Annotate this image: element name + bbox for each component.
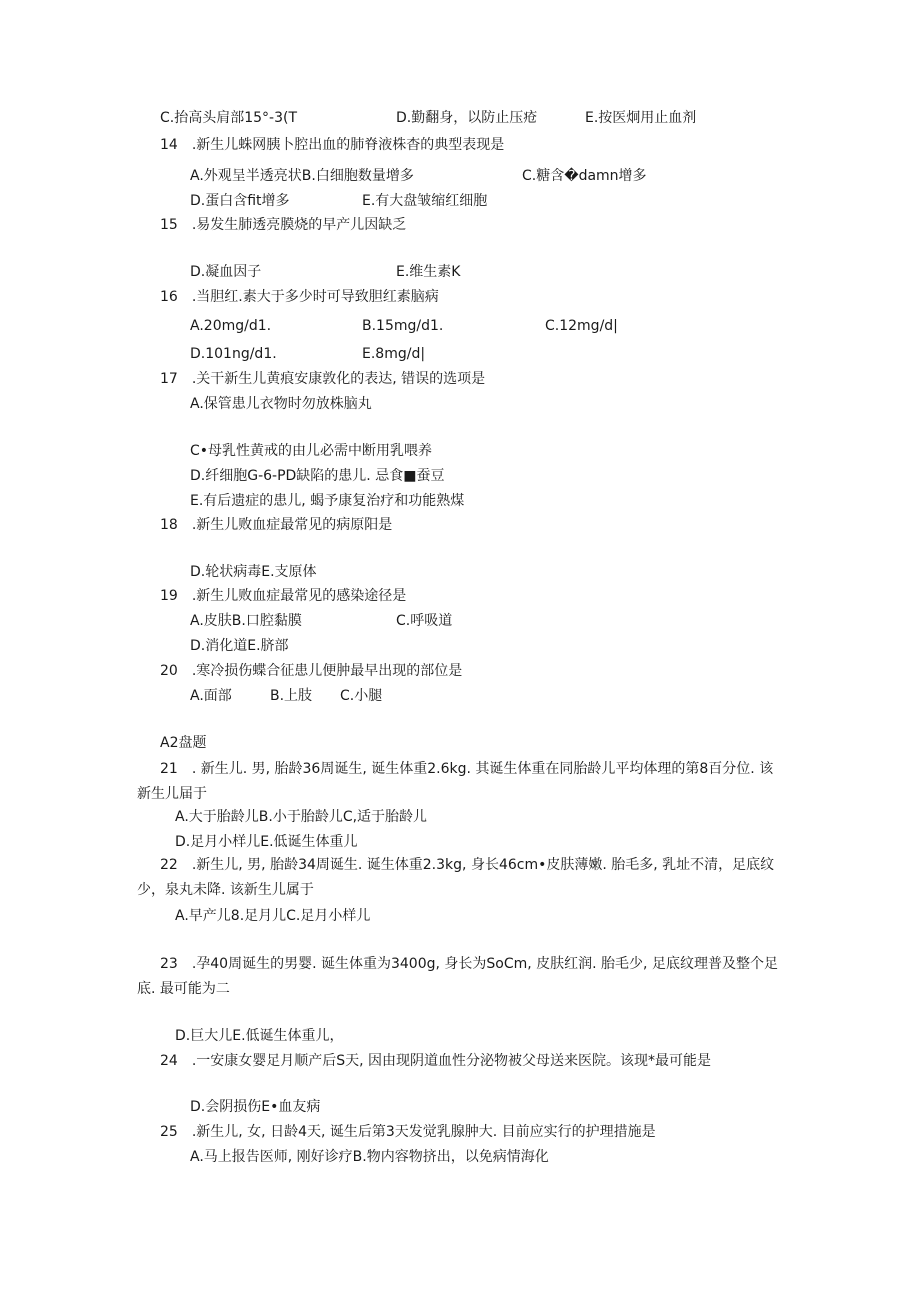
option-d: D.勤翻身，以防止压疮 xyxy=(396,110,538,126)
question-18: 18 .新生儿败血症最常见的病原阳是 xyxy=(160,517,393,533)
option-a: A.外观呈半透亮状B.白细胞数量增多 xyxy=(190,168,414,184)
option-c: C•母乳性黄戒的由儿必需中断用乳喂养 xyxy=(190,443,433,459)
option-d: D.消化道E.脐部 xyxy=(190,638,289,654)
question-14: 14 .新生儿蛛网胰卜腔出血的肺脊液株杳的典型表现是 xyxy=(160,137,505,153)
section-heading: A2盘题 xyxy=(160,735,207,751)
option-b: B.15mg/d1. xyxy=(362,318,444,334)
option-d: D.蛋白含fit增多 xyxy=(190,193,290,209)
option-d: D.足月小样儿E.低诞生体重儿 xyxy=(175,834,358,850)
question-17: 17 .关干新生儿黄痕安康敦化的表达, 错误的选项是 xyxy=(160,371,486,387)
question-16: 16 .当胆红.素大于多少时可导致胆红素脑病 xyxy=(160,289,439,305)
question-22: 22 .新生儿, 男, 胎龄34周诞生. 诞生体重2.3kg, 身长46cm•皮肤薄嫩. 胎毛多, 乳址不清，足底纹少，泉丸未降. 该新生儿属于 xyxy=(137,857,775,898)
option-e: E.有后遗症的患儿, 蝎予康复治疗和功能熟煤 xyxy=(190,493,465,509)
question-25: 25 .新生儿, 女, 日龄4天, 诞生后第3天发觉乳腺肿大. 目前应实行的护理措施是 xyxy=(160,1124,656,1140)
question-24: 24 .一安康女婴足月顺产后S天, 因由现阴道血性分泌物被父母送来医院。该现*最可能是 xyxy=(160,1053,712,1069)
option-b: B.上肢 xyxy=(270,688,313,704)
option-a: A.早产儿8.足月儿C.足月小样儿 xyxy=(175,908,371,924)
option-c: C.呼吸道 xyxy=(396,613,453,629)
option-c: C.12mg/d| xyxy=(545,318,618,334)
option-e: E.有大盘皱缩红细胞 xyxy=(362,193,488,209)
option-d: D.101ng/d1. xyxy=(190,346,277,362)
option-c: C.糖含�damn增多 xyxy=(522,168,647,184)
question-23: 23 .孕40周诞生的男婴. 诞生体重为3400g, 身长为SoCm, 皮肤红润. 胎毛少, 足底纹理普及整个足底. 最可能为二 xyxy=(137,956,778,997)
option-d: D.纤细胞G-6-PD缺陷的患儿. 忌食■蚕豆 xyxy=(190,468,445,484)
question-19: 19 .新生儿败血症最常见的感染途径是 xyxy=(160,588,407,604)
option-a: A.20mg/d1. xyxy=(190,318,272,334)
option-e: E.8mg/d| xyxy=(362,346,426,362)
option-c: C.抬高头肩部15°-3(T xyxy=(160,110,298,126)
option-a: A.大于胎龄儿B.小于胎龄儿C,适于胎龄儿 xyxy=(175,809,428,825)
option-a: A.皮肤B.口腔黏膜 xyxy=(190,613,302,629)
option-a: A.面部 xyxy=(190,688,232,704)
option-d: D.会阴损伤E•血友病 xyxy=(190,1099,321,1115)
option-e: E.按医炯用止血剂 xyxy=(585,110,697,126)
question-20: 20 .寒冷损伤蝶合征患儿便肿最早出现的部位是 xyxy=(160,663,463,679)
question-15: 15 .易发生肺透亮膜烧的早产儿因缺乏 xyxy=(160,217,407,233)
question-21: 21 . 新生儿. 男, 胎龄36周诞生, 诞生体重2.6kg. 其诞生体重在同胎龄儿平均体理的第8百分位. 该新生儿届于 xyxy=(137,761,774,802)
option-a: A.马上报告医师, 刚好诊疗B.物内容物挤出，以免病情海化 xyxy=(190,1149,549,1165)
option-d: D.轮状病毒E.支原体 xyxy=(190,564,317,580)
option-c: C.小腿 xyxy=(340,688,383,704)
option-d: D.巨大儿E.低诞生体重儿， xyxy=(175,1028,344,1044)
option-d: D.凝血因子 xyxy=(190,264,262,280)
option-e: E.维生素K xyxy=(396,264,461,280)
option-a: A.保管患儿衣物时勿放株脑丸 xyxy=(190,396,372,412)
